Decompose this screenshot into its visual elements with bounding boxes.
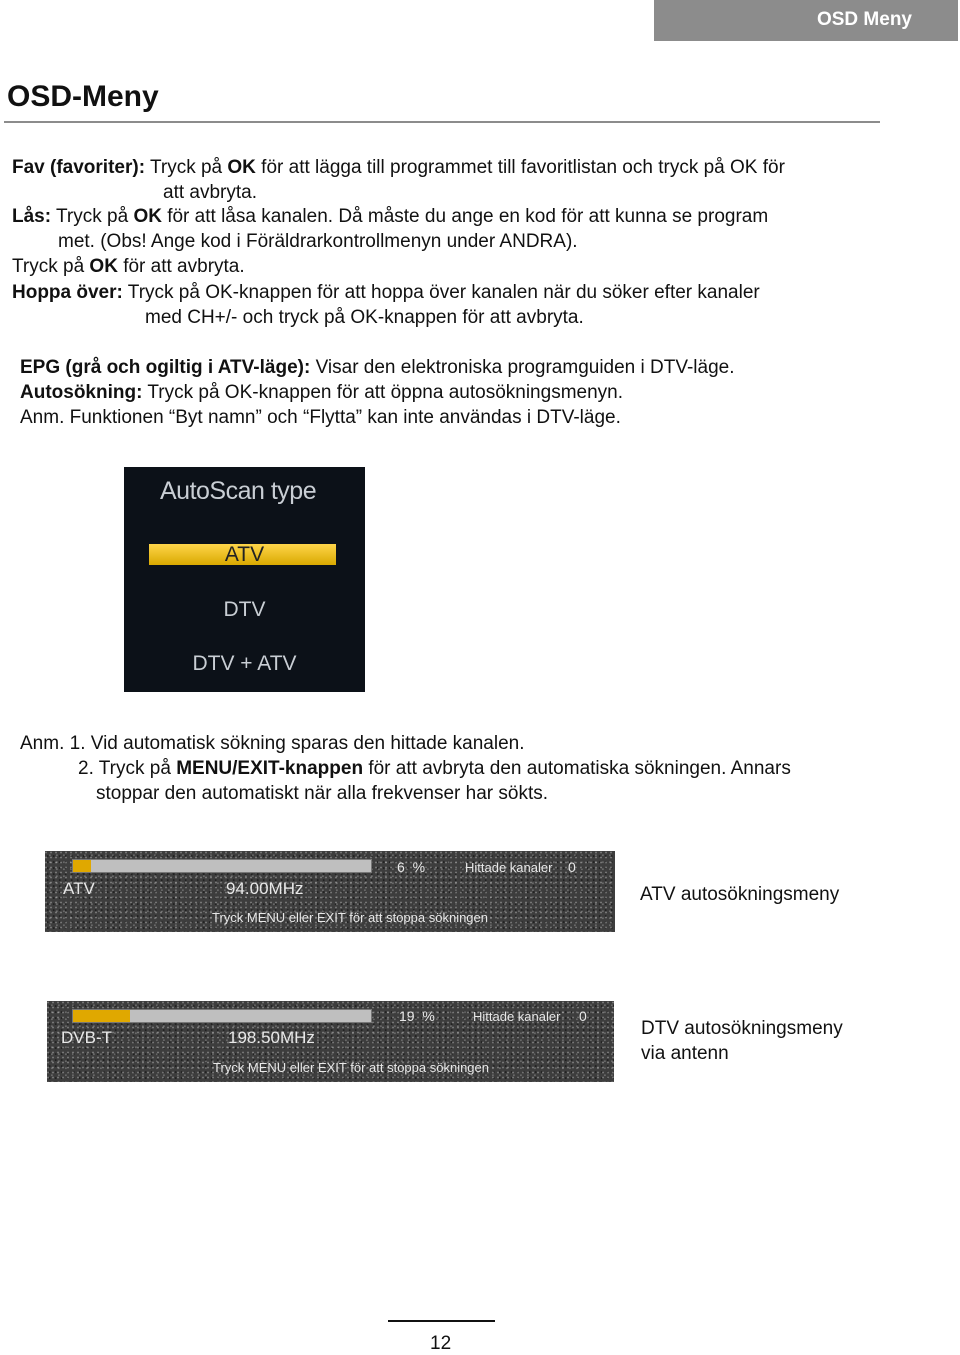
- dtv-found-label: Hittade kanaler: [473, 1009, 561, 1024]
- hoppa-line: [12, 280, 760, 305]
- autoscan-option-dtv[interactable]: DTV: [223, 598, 266, 621]
- anm2-line2: [78, 756, 791, 781]
- atv-caption: ATV autosökningsmeny: [640, 884, 840, 905]
- las-line3-a: Tryck på: [12, 256, 90, 277]
- dtv-frequency: 198.50MHz: [228, 1028, 315, 1047]
- anm2-line1: Anm. 1. Vid automatisk sökning sparas den hittade kanalen.: [20, 733, 525, 754]
- las-line: [12, 204, 768, 229]
- autosok-line: [20, 380, 623, 405]
- header-tab: [654, 0, 958, 41]
- las-line3-ok: OK: [89, 256, 118, 277]
- hoppa-term: Hoppa över:: [12, 282, 123, 303]
- anm2-line3: stoppar den automatiskt när alla frekvenser har sökts.: [96, 783, 549, 804]
- atv-frequency: 94.00MHz: [226, 879, 304, 898]
- anm2-line2-a: 2. Tryck på: [78, 758, 177, 779]
- title-divider: [4, 121, 880, 123]
- dtv-caption-line1: DTV autosökningsmeny: [641, 1018, 843, 1039]
- dtv-percent-value: 19: [399, 1008, 415, 1024]
- header-tab-label: OSD Meny: [816, 9, 912, 30]
- anm1-line: Anm. Funktionen “Byt namn” och “Flytta” kan inte användas i DTV-läge.: [20, 407, 621, 428]
- atv-percent-sign: %: [412, 859, 426, 875]
- atv-found-count: 0: [568, 859, 576, 875]
- atv-hint: Tryck MENU eller EXIT för att stoppa sökningen: [212, 910, 488, 925]
- page-number-rule: [388, 1320, 495, 1322]
- dtv-percent-sign: %: [422, 1008, 435, 1024]
- dtv-mode: DVB-T: [61, 1028, 112, 1047]
- autosok-text: Tryck på OK-knappen för att öppna autosökningsmenyn.: [142, 382, 623, 403]
- autoscan-option-dtv-atv[interactable]: DTV + ATV: [192, 652, 297, 675]
- hoppa-line2: med CH+/- och tryck på OK-knappen för att avbryta.: [145, 307, 584, 328]
- fav-ok: OK: [227, 157, 256, 178]
- atv-mode: ATV: [63, 879, 95, 898]
- las-term: Lås:: [12, 206, 52, 227]
- anm2-line2-c: för att avbryta den automatiska sökningen. Annars: [363, 758, 791, 779]
- epg-line: [20, 355, 735, 380]
- autosok-term: Autosökning:: [20, 382, 143, 403]
- atv-progress-fill: [73, 860, 91, 872]
- las-line3: [12, 254, 245, 279]
- fav-line: [12, 155, 785, 180]
- page-title: OSD-Meny: [7, 80, 159, 113]
- atv-percent: [397, 859, 425, 875]
- atv-progress-track: [72, 859, 372, 873]
- atv-scan-screen: [45, 851, 615, 932]
- fav-line2: att avbryta.: [163, 182, 257, 203]
- las-line3-b: för att avbryta.: [117, 256, 245, 277]
- dtv-caption-line2: via antenn: [641, 1043, 729, 1064]
- hoppa-text: Tryck på OK-knappen för att hoppa över kanalen när du söker efter kanaler: [122, 282, 760, 303]
- dtv-percent: [399, 1008, 435, 1024]
- epg-term: EPG (grå och ogiltig i ATV-läge):: [20, 357, 311, 378]
- fav-text-a: Tryck på: [145, 157, 228, 178]
- las-text-b: för att låsa kanalen. Då måste du ange en kod för att kunna se program: [161, 206, 769, 227]
- las-text-a: Tryck på: [51, 206, 134, 227]
- fav-text-b: för att lägga till programmet till favoritlistan och tryck på OK för: [255, 157, 785, 178]
- autoscan-type-menu: [124, 467, 365, 692]
- autoscan-title: AutoScan type: [160, 477, 317, 505]
- atv-percent-value: 6: [397, 859, 405, 875]
- dtv-progress-fill: [73, 1010, 130, 1022]
- dtv-progress-track: [72, 1009, 372, 1023]
- dtv-found-count: 0: [579, 1008, 587, 1024]
- atv-found-label: Hittade kanaler: [465, 860, 553, 875]
- page-number: 12: [430, 1333, 452, 1354]
- dtv-scan-screen: [47, 1001, 614, 1082]
- anm2-line2-bold: MENU/EXIT-knappen: [176, 758, 364, 779]
- autoscan-option-atv[interactable]: ATV: [224, 543, 265, 566]
- fav-term: Fav (favoriter):: [12, 157, 146, 178]
- las-ok: OK: [133, 206, 162, 227]
- las-line2: met. (Obs! Ange kod i Föräldrarkontrollmenyn under ANDRA).: [58, 231, 578, 252]
- dtv-hint: Tryck MENU eller EXIT för att stoppa sökningen: [213, 1060, 489, 1075]
- epg-text: Visar den elektroniska programguiden i DTV-läge.: [310, 357, 735, 378]
